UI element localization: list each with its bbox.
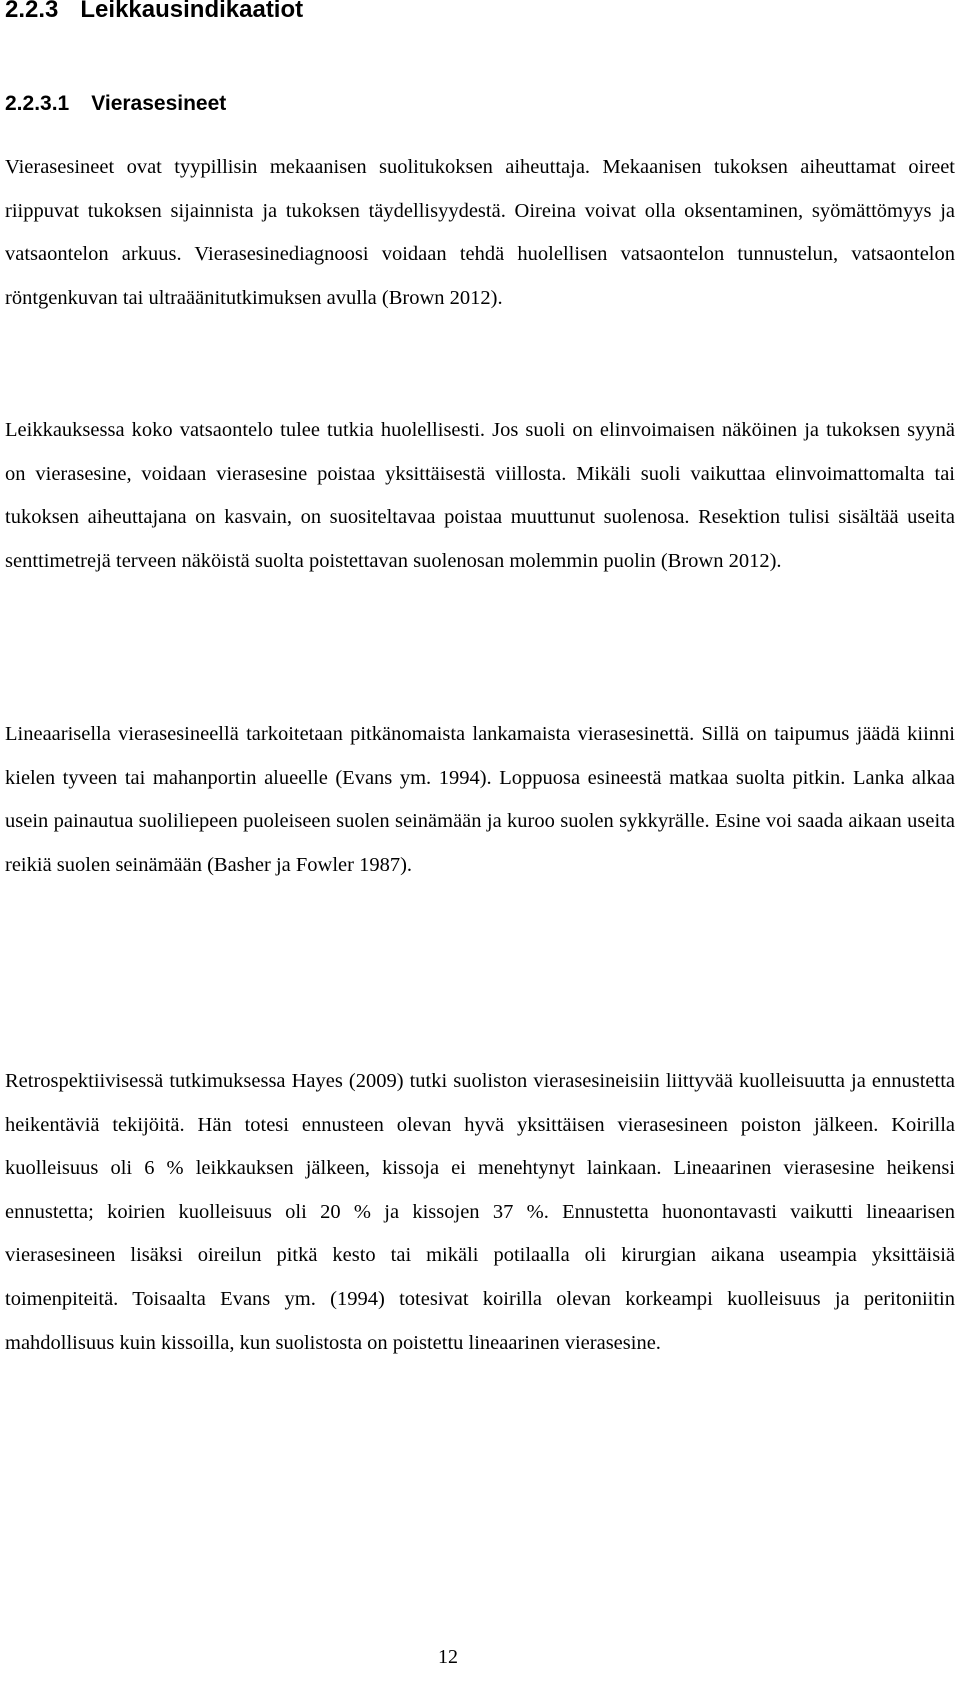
subsection-heading [5,92,226,116]
body-paragraph-4: Retrospektiivisessä tutkimuksessa Hayes (2009) tutki suoliston vierasesineisiin liittyvää kuolleisuutta ja ennustetta heikentäviä tekijöitä. Hän totesi ennusteen olevan hyvä yksittäisen vierasesineen poiston jälkeen. Koirilla kuolleisuus oli 6 % leikkauksen jälkeen, kissoja ei menehtynyt lainkaan. Lineaarinen vierasesine heikensi ennustetta; koirien kuolleisuus oli 20 % ja kissojen 37 %. Ennustetta huonontavasti vaikutti lineaarisen vierasesineen lisäksi oireilun pitkä kesto tai mikäli potilaalla oli kirurgian aikana useampia yksittäisiä toimenpiteitä. Toisaalta Evans ym. (1994) totesivat koirilla olevan korkeampi kuolleisuus ja peritoniitin mahdollisuus kuin kissoilla, kun suolistosta on poistettu lineaarinen vierasesine. [5,1070,955,1354]
page-number: 12 [438,1646,458,1668]
section-heading [5,0,303,24]
subsection-number: 2.2.3.1 [5,92,70,115]
section-number: 2.2.3 [5,0,59,23]
subsection-title: Vierasesineet [91,92,227,115]
section-title: Leikkausindikaatiot [80,0,304,23]
body-paragraph-1: Vierasesineet ovat tyypillisin mekaanisen suolitukoksen aiheuttaja. Mekaanisen tukoksen aiheuttamat oireet riippuvat tukoksen sijainnista ja tukoksen täydellisyydestä. Oireina voivat olla oksentaminen, syömättömyys ja vatsaontelon arkuus. Vierasesinediagnoosi voidaan tehdä huolellisen vatsaontelon tunnustelun, vatsaontelon röntgenkuvan tai ultraäänitutkimuksen avulla (Brown 2012). [5,156,955,309]
body-paragraph-3: Lineaarisella vierasesineellä tarkoitetaan pitkänomaista lankamaista vierasesinettä. Sillä on taipumus jäädä kiinni kielen tyveen tai mahanportin alueelle (Evans ym. 1994). Loppuosa esineestä matkaa suolta pitkin. Lanka alkaa usein painautua suoliliepeen puoleiseen suolen seinämään ja kuroo suolen sykkyrälle. Esine voi saada aikaan useita reikiä suolen seinämään (Basher ja Fowler 1987). [5,723,955,876]
body-paragraph-2: Leikkauksessa koko vatsaontelo tulee tutkia huolellisesti. Jos suoli on elinvoimaisen näköinen ja tukoksen syynä on vierasesine, voidaan vierasesine poistaa yksittäisestä viillosta. Mikäli suoli vaikuttaa elinvoimattomalta tai tukoksen aiheuttajana on kasvain, on suositeltavaa poistaa muuttunut suolenosa. Resektion tulisi sisältää useita senttimetrejä terveen näköistä suolta poistettavan suolenosan molemmin puolin (Brown 2012). [5,419,955,572]
